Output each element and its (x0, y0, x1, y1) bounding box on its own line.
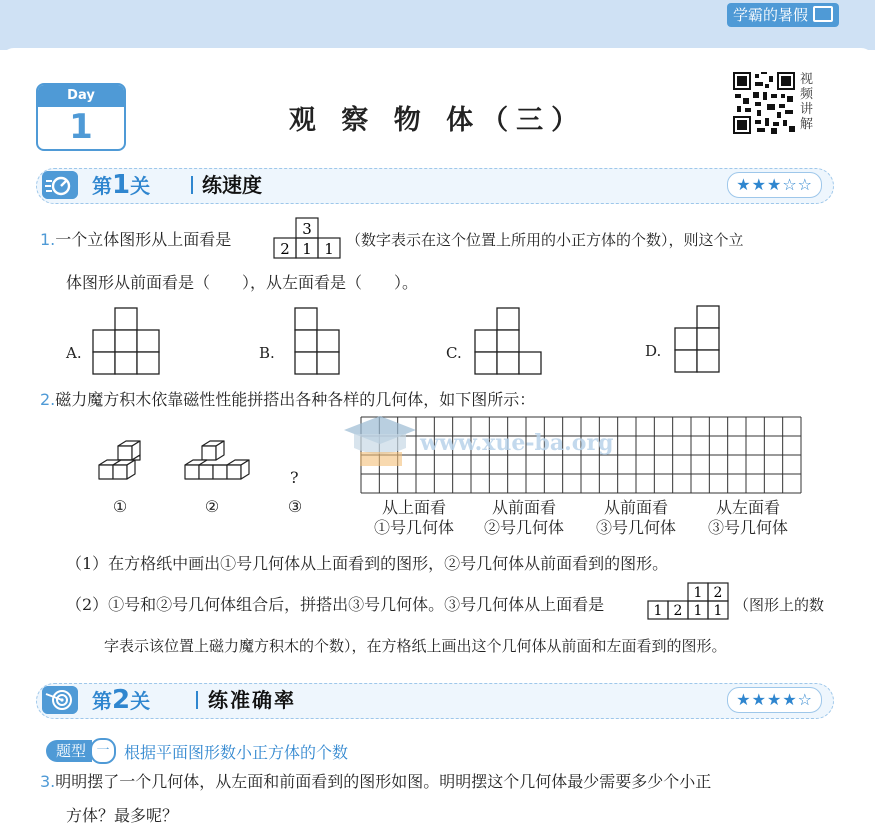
q1-option-a-figure (92, 307, 162, 375)
caption-line: ③号几何体 (707, 518, 788, 537)
q1-top-view-grid (270, 217, 342, 259)
level-prefix: 第 (92, 689, 112, 713)
qr-label-char: 解 (800, 117, 814, 132)
q2-text: 磁力魔方积木依靠磁性性能拼搭出各种各样的几何体，如下图所示： (55, 390, 536, 409)
watermark: www.xue-ba.org (420, 430, 614, 456)
grid-cell-value: 1 (693, 603, 703, 619)
figure-label-1: ① (112, 497, 128, 516)
q2-sub-2a: （2）①号和②号几何体组合后，拼搭出③号几何体。③号几何体从上面看是 (66, 595, 605, 614)
q3-number: 3. (40, 772, 56, 791)
section-bar-bg (36, 168, 834, 204)
grid-cell-value: 1 (713, 603, 723, 619)
section-2-level (92, 684, 150, 717)
caption-line: ②号几何体 (483, 518, 564, 537)
watermark-cap-icon (340, 412, 420, 472)
brand-tag (727, 3, 839, 27)
section-separator (191, 176, 193, 194)
type-text: 根据平面图形数小正方体的个数 (124, 742, 349, 762)
q1-option-b[interactable]: B. (259, 344, 275, 362)
q2-top-view-grid (646, 582, 732, 622)
grid-cell-value: 1 (302, 240, 312, 258)
qr-code-icon[interactable] (733, 72, 795, 134)
level-num: 1 (112, 170, 131, 200)
q3-line-2: 方体？最多呢？ (66, 806, 179, 825)
q2-sub-2b: （图形上的数 (734, 596, 825, 614)
type-label: 题型 (46, 740, 92, 762)
level-suffix: 关 (130, 689, 151, 713)
caption-line: 从前面看 (603, 498, 668, 517)
q1-number: 1. (40, 230, 56, 249)
qr-label-char: 视 (800, 72, 814, 87)
q1-option-b-figure (294, 307, 342, 375)
level-prefix: 第 (92, 174, 112, 198)
day-label: Day (38, 85, 124, 107)
difficulty-stars: ★★★★☆ (727, 687, 822, 713)
q1-option-d-figure (674, 305, 722, 373)
section-separator (196, 691, 198, 709)
book-icon (813, 6, 833, 22)
section-2-bar (36, 683, 832, 717)
q3-text-1: 明明摆了一个几何体，从左面和前面看到的图形如图。明明摆这个几何体最少需要多少个小正 (55, 772, 712, 791)
grid-cell-value: 1 (324, 240, 334, 258)
caption-line: 从上面看 (381, 498, 446, 517)
q2-sub-1: （1）在方格纸中画出①号几何体从上面看到的图形，②号几何体从前面看到的图形。 (66, 554, 669, 573)
grid-cell-value: 1 (653, 603, 663, 619)
grid-caption-2 (476, 498, 572, 538)
grid-cell-value: 2 (713, 585, 723, 601)
level-num: 2 (112, 685, 131, 715)
difficulty-stars: ★★★☆☆ (727, 172, 822, 198)
q2-sub-2c: 字表示该位置上磁力魔方积木的个数），在方格纸上画出这个几何体从前面和左面看到的图形。 (104, 637, 727, 655)
grid-cell-value: 2 (673, 603, 683, 619)
grid-cell-value: 1 (693, 585, 703, 601)
caption-line: 从左面看 (715, 498, 780, 517)
q1-line-1b: （数字表示在这个位置上所用的小正方体的个数），则这个立 (346, 231, 744, 249)
qr-label-char: 频 (800, 87, 814, 102)
q2-line-1 (40, 390, 535, 410)
solid-figure-1 (96, 440, 156, 492)
type-number: 一 (90, 738, 116, 764)
grid-caption-4 (700, 498, 796, 538)
figure-label-2: ② (204, 497, 220, 516)
figure-label-3: ③ (287, 497, 303, 516)
question-type-tag (46, 738, 348, 762)
level-suffix: 关 (130, 174, 151, 198)
section-2-name: 练准确率 (208, 688, 296, 712)
caption-line: ③号几何体 (595, 518, 676, 537)
section-1-bar (36, 168, 832, 202)
grid-caption-3 (588, 498, 684, 538)
figure-3-question-mark: ? (290, 468, 299, 487)
brand-text: 学霸的暑假 (732, 6, 808, 24)
solid-figure-2 (182, 440, 254, 492)
day-number: 1 (69, 107, 93, 147)
q3-line-1 (40, 772, 711, 792)
q1-line-2: 体图形从前面看是（ ），从左面看是（ ）。 (66, 273, 419, 292)
caption-line: 从前面看 (491, 498, 556, 517)
section-bar-bg (36, 683, 834, 719)
page-title: 观 察 物 体（三） (288, 105, 587, 136)
header-band-edge (0, 48, 875, 62)
caption-line: ①号几何体 (373, 518, 454, 537)
qr-label-char: 讲 (800, 102, 814, 117)
section-1-level (92, 169, 150, 202)
q2-number: 2. (40, 390, 56, 409)
grid-cell-value: 3 (302, 220, 312, 238)
q1-option-c[interactable]: C. (446, 344, 462, 362)
grid-caption-1 (366, 498, 462, 538)
q1-line-1 (40, 230, 231, 250)
qr-label (800, 72, 816, 132)
grid-cell-value: 2 (280, 240, 290, 258)
section-1-name: 练速度 (202, 173, 262, 197)
target-icon (42, 686, 78, 714)
q1-option-a[interactable]: A. (66, 344, 82, 362)
q1-option-c-figure (474, 307, 544, 375)
speed-icon (42, 171, 78, 199)
q1-option-d[interactable]: D. (645, 342, 662, 360)
q1-text-a: 一个立体图形从上面看是 (55, 230, 232, 249)
